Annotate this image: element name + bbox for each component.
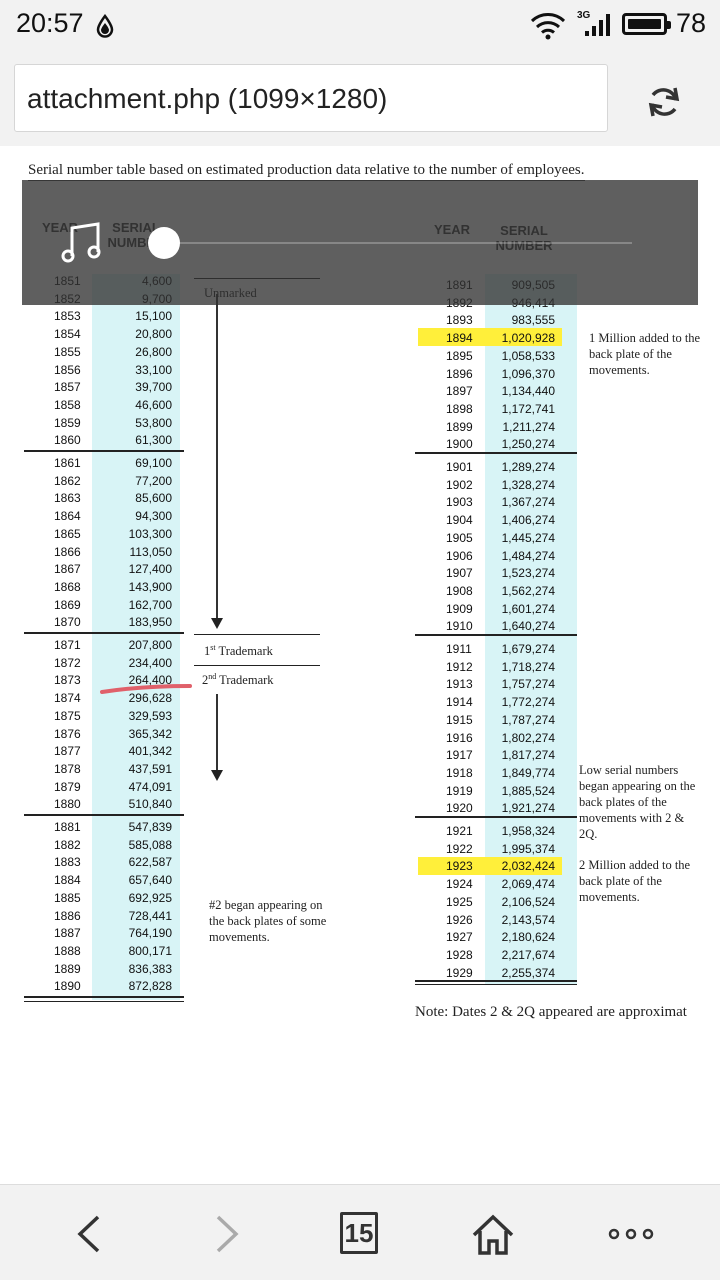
year-cell: 1876 bbox=[54, 726, 81, 741]
year-cell: 1888 bbox=[54, 943, 81, 958]
year-cell: 1928 bbox=[446, 947, 473, 962]
year-cell: 1863 bbox=[54, 491, 81, 506]
serial-cell: 1,802,274 bbox=[501, 730, 555, 745]
left-rule-1860 bbox=[24, 450, 184, 452]
year-cell: 1919 bbox=[446, 783, 473, 798]
year-cell: 1883 bbox=[54, 855, 81, 870]
serial-cell: 1,849,774 bbox=[501, 765, 555, 780]
signal-icon bbox=[584, 12, 614, 38]
year-cell: 1913 bbox=[446, 677, 473, 692]
serial-cell: 2,143,574 bbox=[501, 912, 555, 927]
year-cell: 1898 bbox=[446, 401, 473, 416]
year-cell: 1886 bbox=[54, 908, 81, 923]
low-serial-note: Low serial numbers began appearing on the back plates of the movements with 2 & 2Q. bbox=[579, 763, 696, 841]
left-rule-1870 bbox=[24, 632, 184, 634]
serial-cell: 26,800 bbox=[135, 344, 172, 359]
year-cell: 1918 bbox=[446, 765, 473, 780]
two-million-note: 2 Million added to the back plate of the movements. bbox=[579, 858, 691, 904]
serial-cell: 2,255,374 bbox=[501, 965, 555, 980]
serial-cell: 365,342 bbox=[128, 726, 172, 741]
serial-cell: 2,106,524 bbox=[501, 894, 555, 909]
year-cell: 1878 bbox=[54, 761, 81, 776]
year-cell: 1907 bbox=[446, 566, 473, 581]
serial-cell: 39,700 bbox=[135, 380, 172, 395]
serial-cell: 1,640,274 bbox=[501, 619, 555, 634]
year-cell: 1865 bbox=[54, 526, 81, 541]
serial-cell: 53,800 bbox=[135, 415, 172, 430]
serial-cell: 1,134,440 bbox=[501, 384, 555, 399]
serial-cell: 296,628 bbox=[128, 691, 172, 706]
serial-cell: 983,555 bbox=[511, 313, 555, 328]
serial-cell: 1,445,274 bbox=[501, 530, 555, 545]
serial-cell: 77,200 bbox=[135, 473, 172, 488]
serial-cell: 15,100 bbox=[135, 309, 172, 324]
more-icon[interactable] bbox=[606, 1209, 656, 1259]
serial-cell: 692,925 bbox=[128, 890, 172, 905]
year-cell: 1900 bbox=[446, 437, 473, 452]
arrow-down-icon bbox=[211, 770, 223, 782]
serial-cell: 1,328,274 bbox=[501, 477, 555, 492]
serial-cell: 61,300 bbox=[135, 433, 172, 448]
serial-cell: 510,840 bbox=[128, 797, 172, 812]
year-cell: 1880 bbox=[54, 797, 81, 812]
year-cell: 1881 bbox=[54, 820, 81, 834]
year-cell: 1896 bbox=[446, 366, 473, 381]
year-cell: 1911 bbox=[446, 642, 472, 656]
serial-cell: 1,885,524 bbox=[501, 783, 555, 798]
serial-cell: 764,190 bbox=[128, 926, 172, 941]
network-type: 3G bbox=[577, 10, 591, 21]
serial-cell: 143,900 bbox=[128, 579, 172, 594]
right-rule-1910 bbox=[415, 634, 577, 636]
serial-cell: 657,640 bbox=[128, 873, 172, 888]
serial-cell: 1,772,274 bbox=[501, 695, 555, 710]
year-cell: 1927 bbox=[446, 930, 473, 945]
serial-cell: 1,484,274 bbox=[501, 548, 555, 563]
year-cell: 1917 bbox=[446, 748, 473, 763]
serial-cell: 46,600 bbox=[135, 397, 172, 412]
serial-cell: 437,591 bbox=[128, 761, 172, 776]
left-rule-1880 bbox=[24, 814, 184, 816]
serial-cell: 1,921,274 bbox=[501, 801, 555, 816]
serial-cell: 2,032,424 bbox=[501, 859, 555, 874]
year-cell: 1887 bbox=[54, 926, 81, 941]
serial-cell: 207,800 bbox=[128, 638, 172, 652]
serial-cell: 162,700 bbox=[128, 597, 172, 612]
year-cell: 1854 bbox=[54, 327, 81, 342]
year-cell: 1920 bbox=[446, 801, 473, 816]
year-cell: 1910 bbox=[446, 619, 473, 634]
seek-bar[interactable] bbox=[152, 242, 632, 244]
year-cell: 1904 bbox=[446, 513, 473, 528]
year-cell: 1923 bbox=[446, 859, 473, 874]
tabs-button[interactable]: 15 bbox=[340, 1212, 378, 1254]
serial-cell: 401,342 bbox=[128, 744, 172, 759]
serial-cell: 1,020,928 bbox=[501, 331, 555, 346]
serial-cell: 1,058,533 bbox=[501, 348, 555, 363]
year-cell: 1906 bbox=[446, 548, 473, 563]
trademark2-arrow-line bbox=[216, 694, 218, 772]
serial-cell: 33,100 bbox=[135, 362, 172, 377]
left-rule-1890b bbox=[24, 1001, 184, 1002]
wifi-icon bbox=[530, 12, 566, 40]
red-underline-mark bbox=[98, 682, 194, 698]
year-cell: 1894 bbox=[446, 331, 473, 346]
one-million-note: 1 Million added to the back plate of the movements. bbox=[589, 331, 701, 377]
right-rule-1929 bbox=[415, 980, 577, 982]
year-cell: 1921 bbox=[446, 824, 473, 838]
year-cell: 1853 bbox=[54, 309, 81, 324]
back-icon[interactable] bbox=[66, 1209, 116, 1259]
serial-cell: 728,441 bbox=[128, 908, 172, 923]
year-cell: 1929 bbox=[446, 965, 473, 980]
address-text: attachment.php (1099×1280) bbox=[27, 83, 388, 114]
serial-cell: 585,088 bbox=[128, 837, 172, 852]
year-cell: 1871 bbox=[54, 638, 81, 652]
serial-cell: 85,600 bbox=[135, 491, 172, 506]
year-cell: 1879 bbox=[54, 779, 81, 794]
arrow-down-icon bbox=[211, 618, 223, 630]
year-cell: 1884 bbox=[54, 873, 81, 888]
serial-cell: 1,995,374 bbox=[501, 841, 555, 856]
serial-cell: 872,828 bbox=[128, 979, 172, 994]
right-rule-1900 bbox=[415, 452, 577, 454]
status-bar bbox=[0, 0, 720, 50]
serial-cell: 329,593 bbox=[128, 708, 172, 723]
serial-cell: 1,787,274 bbox=[501, 712, 555, 727]
document-title: Serial number table based on estimated production data relative to the number of employees. bbox=[28, 162, 585, 181]
serial-cell: 2,069,474 bbox=[501, 877, 555, 892]
footnote: Note: Dates 2 & 2Q appeared are approximat bbox=[415, 1004, 687, 1020]
year-cell: 1867 bbox=[54, 562, 81, 577]
year-cell: 1925 bbox=[446, 894, 473, 909]
year-cell: 1902 bbox=[446, 477, 473, 492]
browser-toolbar bbox=[0, 50, 720, 146]
battery-percent: 78 bbox=[676, 8, 707, 38]
serial-cell: 800,171 bbox=[128, 943, 172, 958]
year-cell: 1890 bbox=[54, 979, 81, 994]
reload-icon[interactable] bbox=[644, 82, 684, 122]
serial-cell: 1,096,370 bbox=[501, 366, 555, 381]
year-cell: 1859 bbox=[54, 415, 81, 430]
year-cell: 1875 bbox=[54, 708, 81, 723]
year-cell: 1912 bbox=[446, 659, 473, 674]
year-cell: 1857 bbox=[54, 380, 81, 395]
right-rule-1920 bbox=[415, 816, 577, 818]
serial-cell: 1,817,274 bbox=[501, 748, 555, 763]
serial-cell: 234,400 bbox=[128, 655, 172, 670]
bottom-navigation bbox=[0, 1184, 720, 1280]
unmarked-arrow-line bbox=[216, 294, 218, 620]
year-cell: 1856 bbox=[54, 362, 81, 377]
media-player-overlay[interactable] bbox=[22, 180, 698, 305]
left-rule-1890 bbox=[24, 996, 184, 998]
battery-icon bbox=[622, 13, 667, 35]
year-cell: 1897 bbox=[446, 384, 473, 399]
year-cell: 1855 bbox=[54, 344, 81, 359]
seek-knob[interactable] bbox=[148, 227, 180, 259]
year-cell: 1903 bbox=[446, 495, 473, 510]
serial-cell: 69,100 bbox=[135, 456, 172, 470]
year-cell: 1882 bbox=[54, 837, 81, 852]
year-cell: 1885 bbox=[54, 890, 81, 905]
serial-cell: 474,091 bbox=[128, 779, 172, 794]
serial-cell: 2,217,674 bbox=[501, 947, 555, 962]
year-cell: 1861 bbox=[54, 456, 81, 470]
year-cell: 1916 bbox=[446, 730, 473, 745]
year-cell: 1862 bbox=[54, 473, 81, 488]
serial-cell: 1,679,274 bbox=[501, 642, 555, 656]
began-appearing-note: #2 began appearing on the back plates of some movements. bbox=[209, 898, 327, 944]
year-cell: 1877 bbox=[54, 744, 81, 759]
serial-cell: 1,406,274 bbox=[501, 513, 555, 528]
year-cell: 1893 bbox=[446, 313, 473, 328]
serial-cell: 1,757,274 bbox=[501, 677, 555, 692]
year-cell: 1869 bbox=[54, 597, 81, 612]
year-cell: 1922 bbox=[446, 841, 473, 856]
year-cell: 1872 bbox=[54, 655, 81, 670]
year-cell: 1895 bbox=[446, 348, 473, 363]
year-cell: 1926 bbox=[446, 912, 473, 927]
serial-cell: 622,587 bbox=[128, 855, 172, 870]
status-time: 20:57 bbox=[16, 8, 84, 38]
address-bar[interactable] bbox=[14, 64, 608, 132]
serial-cell: 1,289,274 bbox=[501, 460, 555, 474]
year-cell: 1889 bbox=[54, 961, 81, 976]
year-cell: 1864 bbox=[54, 509, 81, 524]
year-cell: 1866 bbox=[54, 544, 81, 559]
year-cell: 1908 bbox=[446, 583, 473, 598]
serial-cell: 20,800 bbox=[135, 327, 172, 342]
forward-icon[interactable] bbox=[200, 1209, 250, 1259]
year-cell: 1874 bbox=[54, 691, 81, 706]
year-cell: 1924 bbox=[446, 877, 473, 892]
serial-cell: 1,367,274 bbox=[501, 495, 555, 510]
year-cell: 1860 bbox=[54, 433, 81, 448]
serial-cell: 1,250,274 bbox=[501, 437, 555, 452]
serial-cell: 1,601,274 bbox=[501, 601, 555, 616]
serial-cell: 836,383 bbox=[128, 961, 172, 976]
first-trademark-label: 1st Trademark bbox=[204, 643, 273, 659]
right-rule-1929b bbox=[415, 984, 577, 985]
year-cell: 1909 bbox=[446, 601, 473, 616]
serial-cell: 264,400 bbox=[128, 673, 172, 688]
year-cell: 1915 bbox=[446, 712, 473, 727]
serial-cell: 94,300 bbox=[135, 509, 172, 524]
serial-cell: 113,050 bbox=[129, 544, 172, 559]
year-cell: 1873 bbox=[54, 673, 81, 688]
year-cell: 1870 bbox=[54, 615, 81, 630]
year-cell: 1901 bbox=[446, 460, 473, 474]
year-cell: 1899 bbox=[446, 419, 473, 434]
year-cell: 1914 bbox=[446, 695, 473, 710]
serial-cell: 547,839 bbox=[128, 820, 172, 834]
serial-cell: 1,523,274 bbox=[501, 566, 555, 581]
serial-cell: 1,718,274 bbox=[501, 659, 555, 674]
serial-cell: 2,180,624 bbox=[501, 930, 555, 945]
second-trademark-label: 2nd Trademark bbox=[202, 672, 274, 688]
music-note-icon[interactable] bbox=[60, 220, 106, 266]
year-cell: 1858 bbox=[54, 397, 81, 412]
data-saver-icon bbox=[96, 14, 114, 38]
year-cell: 1905 bbox=[446, 530, 473, 545]
serial-cell: 1,172,741 bbox=[501, 401, 555, 416]
serial-cell: 127,400 bbox=[128, 562, 172, 577]
home-icon[interactable] bbox=[468, 1209, 518, 1259]
serial-cell: 103,300 bbox=[128, 526, 172, 541]
trademark1-line bbox=[194, 634, 320, 635]
serial-cell: 1,211,274 bbox=[502, 419, 555, 434]
trademark2-line bbox=[194, 665, 320, 666]
serial-cell: 183,950 bbox=[128, 615, 172, 630]
serial-cell: 1,562,274 bbox=[501, 583, 555, 598]
year-cell: 1868 bbox=[54, 579, 81, 594]
serial-cell: 1,958,324 bbox=[501, 824, 555, 838]
